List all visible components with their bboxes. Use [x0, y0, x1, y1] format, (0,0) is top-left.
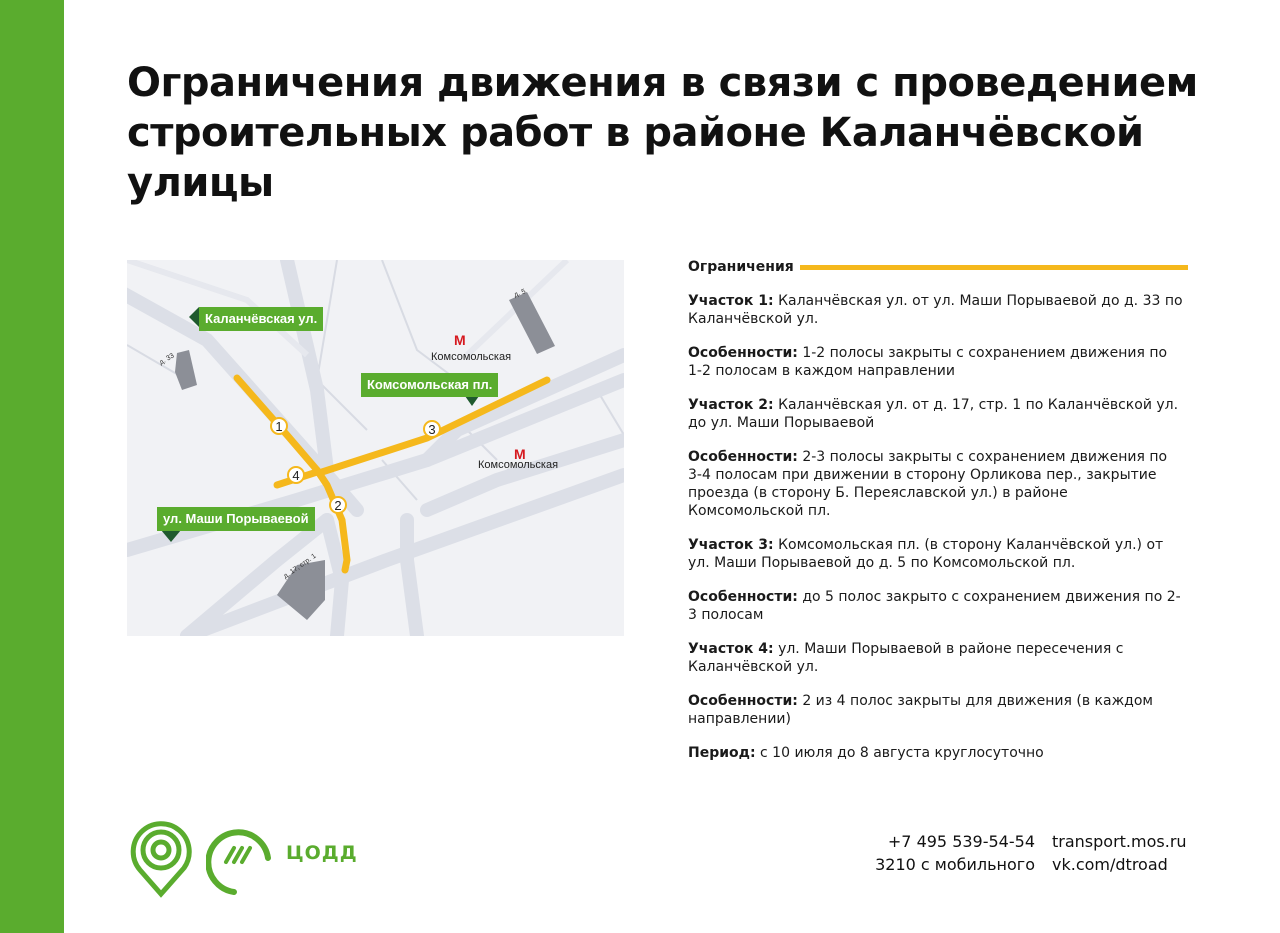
- moscow-transport-logo-icon: [126, 818, 196, 898]
- segment-number-1: 1: [270, 417, 288, 435]
- codd-logo-icon: [206, 818, 276, 898]
- info-block-label: Участок 1:: [688, 293, 774, 309]
- legend: [688, 258, 1188, 276]
- contact-web: [1052, 830, 1187, 876]
- website-link[interactable]: transport.mos.ru: [1052, 832, 1187, 851]
- info-block-text: 2-3 полосы закрыты с сохранением движения по 3-4 полосам при движении в сторону Орликова пер., закрытие проезда (в сторону Б. Переяславской ул.) в районе Комсомольской пл.: [688, 449, 1168, 519]
- mobile-number: 3210 с мобильного: [875, 855, 1035, 874]
- info-block-text: с 10 июля до 8 августа круглосуточно: [760, 745, 1044, 761]
- metro-m-icon: М: [454, 332, 466, 348]
- left-accent-bar: [0, 0, 64, 933]
- map: [127, 260, 624, 636]
- info-block: [688, 292, 1184, 328]
- segment-number-4: 4: [287, 466, 305, 484]
- segment-number-2: 2: [329, 496, 347, 514]
- building-label-d5: д. 5: [513, 288, 527, 299]
- info-block: [688, 536, 1184, 572]
- metro-station-label: Комсомольская: [431, 351, 512, 363]
- info-block-label: Особенности:: [688, 589, 798, 605]
- street-label-kalanchevskaya: Каланчёвская ул.: [199, 307, 323, 331]
- legend-line-swatch: [800, 265, 1188, 270]
- info-block-label: Участок 4:: [688, 641, 774, 657]
- org-name: ЦОДД: [286, 842, 358, 864]
- info-block: [688, 344, 1184, 380]
- legend-label: Ограничения: [688, 259, 794, 275]
- restrictions-info: [688, 258, 1188, 778]
- info-block: [688, 692, 1184, 728]
- phone-number: +7 495 539-54-54: [887, 832, 1035, 851]
- info-block-label: Особенности:: [688, 693, 798, 709]
- info-block: [688, 640, 1184, 676]
- info-block-label: Особенности:: [688, 449, 798, 465]
- segment-number-3: 3: [423, 420, 441, 438]
- info-block-label: Период:: [688, 745, 756, 761]
- info-block-label: Участок 3:: [688, 537, 774, 553]
- info-block-text: Комсомольская пл. (в сторону Каланчёвской ул.) от ул. Маши Порываевой до д. 5 по Комсомольской пл.: [688, 537, 1164, 571]
- info-block-text: до 5 полос закрыто с сохранением движения по 2-3 полосам: [688, 589, 1181, 623]
- info-block: [688, 448, 1184, 520]
- building-label-d33: д. 33: [158, 352, 176, 367]
- vk-link[interactable]: vk.com/dtroad: [1052, 855, 1168, 874]
- info-block: [688, 396, 1184, 432]
- metro-m-icon: М: [514, 446, 526, 462]
- info-block-text: 2 из 4 полос закрыты для движения (в каждом направлении): [688, 693, 1153, 727]
- info-block-label: Участок 2:: [688, 397, 774, 413]
- info-block-label: Особенности:: [688, 345, 798, 361]
- info-block-period: [688, 744, 1184, 762]
- info-block: [688, 588, 1184, 624]
- info-block-text: Каланчёвская ул. от д. 17, стр. 1 по Каланчёвской ул. до ул. Маши Порываевой: [688, 397, 1179, 431]
- street-label-mashi-poryvaevoy: ул. Маши Порываевой: [157, 507, 315, 531]
- metro-station-label: Комсомольская: [478, 459, 559, 471]
- info-block-text: Каланчёвская ул. от ул. Маши Порываевой до д. 33 по Каланчёвской ул.: [688, 293, 1183, 327]
- page-title: Ограничения движения в связи с проведением строительных работ в районе Каланчёвской улицы: [127, 60, 1198, 206]
- contact-phones: [850, 830, 1035, 876]
- info-block-text: 1-2 полосы закрыты с сохранением движения по 1-2 полосам в каждом направлении: [688, 345, 1168, 379]
- info-block-text: ул. Маши Порываевой в районе пересечения с Каланчёвской ул.: [688, 641, 1124, 675]
- street-label-komsomolskaya-sq: Комсомольская пл.: [361, 373, 498, 397]
- building-label-d17: д. 17, стр. 1: [282, 552, 318, 581]
